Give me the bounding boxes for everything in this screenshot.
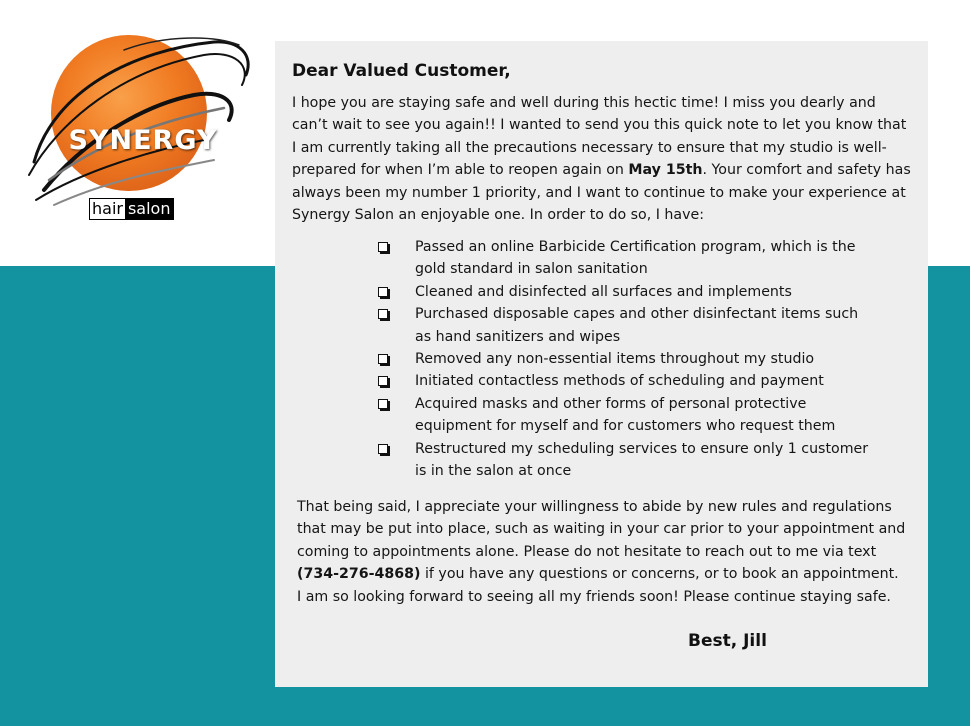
list-item-text: Initiated contactless methods of scheduling and payment: [415, 373, 824, 390]
list-item: [375, 303, 875, 348]
letter-card: [275, 41, 928, 687]
list-item-text: Acquired masks and other forms of personal protective equipment for myself and for customers who request them: [415, 395, 836, 435]
checkbox-bullet-icon: [378, 242, 388, 252]
logo-brand-name: SYNERGY: [68, 125, 218, 156]
list-item: [375, 348, 875, 370]
closing-text-2: if you have any questions or concerns, or to book an appointment. I am so looking forward to seeing all my friends soon! Please continue staying safe.: [297, 566, 899, 605]
intro-text-2: . Your comfort and safety has always been my number 1 priority, and I want to continue to make your experience at Synergy Salon an enjoyable one. In order to do so, I have:: [292, 162, 911, 224]
letter-greeting: Dear Valued Customer,: [292, 61, 511, 81]
checkbox-bullet-icon: [378, 287, 388, 297]
checkbox-bullet-icon: [378, 399, 388, 409]
list-item-text: Cleaned and disinfected all surfaces and implements: [415, 283, 792, 300]
checkbox-bullet-icon: [378, 354, 388, 364]
letter-closing-paragraph: [297, 496, 907, 608]
phone-number: (734-276-4868): [297, 566, 421, 583]
list-item-text: Passed an online Barbicide Certification program, which is the gold standard in salon sanitation: [415, 239, 856, 278]
precautions-list: [375, 236, 875, 482]
intro-text-1: I hope you are staying safe and well during this hectic time! I miss you dearly and can’t wait to see you again!! I wanted to send you this quick note to let you know that I am currently taking all the precautions necessary to ensure that my studio is well-prepared for when I’m able to reopen again on: [292, 95, 907, 179]
closing-text-1: That being said, I appreciate your willingness to abide by new rules and regulations that may be put into place, such as waiting in your car prior to your appointment and coming to appointments alone. Please do not hesitate to reach out to me via text: [297, 499, 906, 560]
letter-signoff: Best, Jill: [688, 631, 767, 651]
list-item: [375, 370, 875, 392]
synergy-hair-salon-logo: [14, 30, 259, 225]
list-item: [375, 438, 875, 483]
list-item: [375, 236, 875, 281]
logo-subtitle: [89, 198, 174, 220]
list-item: [375, 281, 875, 303]
list-item-text: Restructured my scheduling services to ensure only 1 customer is in the salon at once: [415, 440, 869, 480]
logo-sub-salon: salon: [125, 199, 174, 219]
list-item-text: Removed any non-essential items throughout my studio: [415, 351, 815, 368]
list-item: [375, 393, 875, 438]
checkbox-bullet-icon: [378, 376, 388, 386]
checkbox-bullet-icon: [378, 309, 388, 319]
letter-intro-paragraph: [292, 92, 912, 226]
logo-sub-hair: hair: [92, 199, 123, 218]
reopen-date: May 15th: [628, 162, 703, 179]
logo-orange-circle: [51, 35, 207, 191]
list-item-text: Purchased disposable capes and other disinfectant items such as hand sanitizers and wipes: [415, 306, 859, 345]
checkbox-bullet-icon: [378, 444, 388, 454]
